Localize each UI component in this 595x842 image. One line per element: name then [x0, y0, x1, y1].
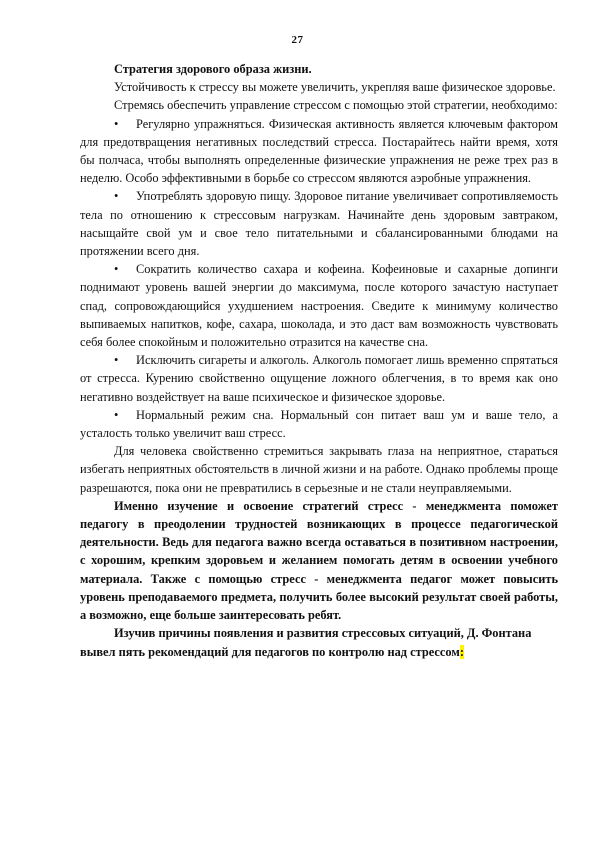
highlighted-colon: :: [459, 644, 464, 659]
section-heading: Стратегия здорового образа жизни.: [114, 62, 312, 76]
bullet-icon: •: [114, 116, 119, 131]
page-body: [80, 60, 558, 661]
final-paragraph: [80, 624, 558, 660]
bullet-item: [80, 187, 558, 260]
bullet-icon: •: [114, 189, 119, 204]
bullet-item: [80, 260, 558, 351]
bullet-text: Употреблять здоровую пищу. Здоровое питание увеличивает сопротивляемость тела по отношению к стрессовым нагрузкам. Начинайте день здоровым завтраком, насыщайте свой ум и свое тело питательными и сбалансированными блюдами на протяжении всего дня.: [80, 189, 558, 259]
bullet-text: Нормальный режим сна. Нормальный сон питает ваш ум и ваше тело, а усталость только увеличит ваш стресс.: [80, 407, 558, 441]
bullet-icon: •: [114, 407, 119, 422]
intro-paragraph: Устойчивость к стрессу вы можете увеличить, укрепляя ваше физическое здоровье.: [114, 80, 556, 95]
bullet-text: Исключить сигареты и алкоголь. Алкоголь помогает лишь временно спрятаться от стресса. Курению свойственно ощущение ложного облегчения, в то время как оно негативно воздействует на ваше психическое и физическое здоровье.: [80, 353, 558, 404]
bullet-icon: •: [114, 262, 119, 277]
final-paragraph-text: Изучив причины появления и развития стрессовых ситуаций, Д. Фонтана вывел пять рекомендаций для педагогов по контролю над стрессом: [80, 626, 532, 659]
bullet-text: Регулярно упражняться. Физическая активность является ключевым фактором для предотвращения негативных последствий стресса. Постарайтесь найти время, хотя бы полчаса, чтобы выполнять определенные физические упражнения не реже трех раз в неделю. Особо эффективными в борьбе со стрессом являются аэробные упражнения.: [80, 116, 558, 186]
bullet-text: Сократить количество сахара и кофеина. Кофеиновые и сахарные допинги поднимают уровень вашей энергии до максимума, после которого зачастую наступает спад, сопровождающийся ухудшением настроения. Сведите к минимуму количество выпиваемых напитков, кофе, сахара, шоколада, и это даст вам возможность чувствовать себя более спокойным и положительно отразится на качестве сна.: [80, 262, 558, 350]
page-number: 27: [291, 34, 304, 46]
bullet-item: [80, 115, 558, 188]
bullet-item: [80, 351, 558, 406]
intro-paragraph: Стремясь обеспечить управление стрессом с помощью этой стратегии, необходимо:: [114, 98, 558, 113]
bullet-item: [80, 406, 558, 442]
bold-paragraph: Именно изучение и освоение стратегий стресс - менеджмента поможет педагогу в преодолении трудностей возникающих в процессе педагогической деятельности. Ведь для педагога важно всегда оставаться в позитивном настроении, с хорошим, крепким здоровьем и желанием помогать детям в освоении учебного материала. Также с помощью стресс - менеджмента педагог может повысить уровень преподаваемого предмета, получить более высокий результат своей работы, а возможно, еще больше заинтересовать ребят.: [80, 498, 558, 623]
bullet-icon: •: [114, 353, 119, 368]
body-paragraph: Для человека свойственно стремиться закрывать глаза на неприятное, стараться избегать неприятных обстоятельств в личной жизни и на работе. Однако проблемы проще разрешаются, пока они не превратились в серьезные и не стали неуправляемыми.: [80, 444, 558, 495]
